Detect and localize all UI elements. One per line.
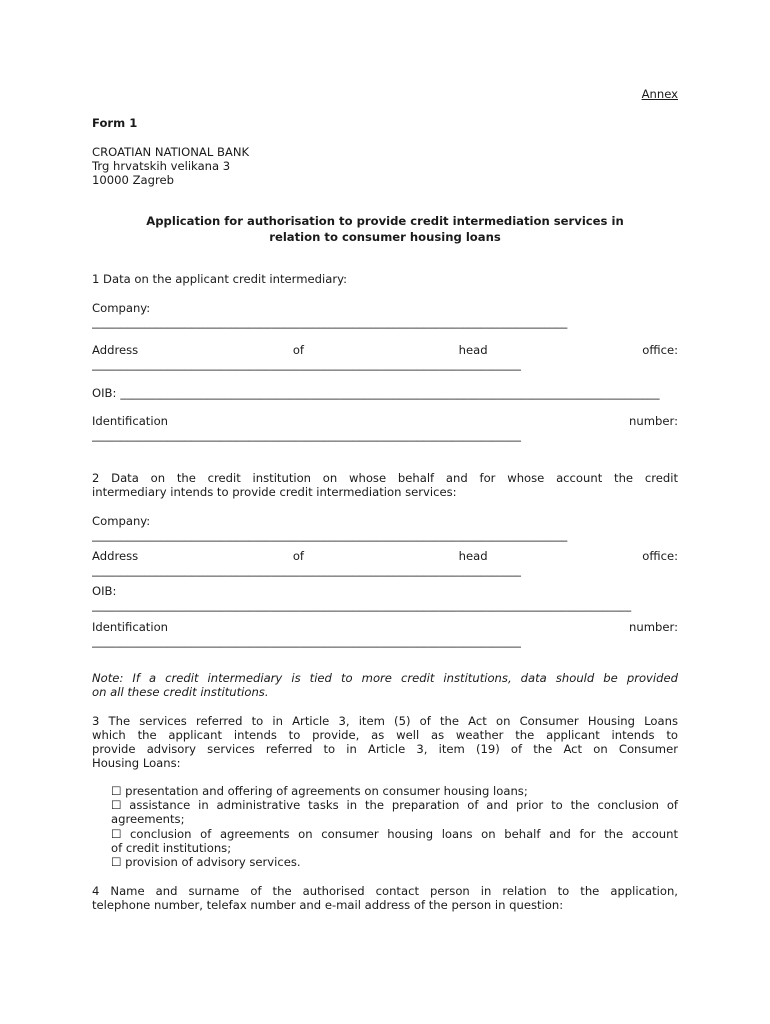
- section3-line: Housing Loans:: [92, 756, 181, 770]
- form-label: Form 1: [92, 116, 138, 130]
- identification-label-row: [92, 620, 678, 634]
- identification-field-2[interactable]: __________________________________________________________________________: [92, 634, 521, 648]
- address-word: Address: [92, 549, 139, 563]
- oib-field-2[interactable]: _____________________________________________________________________________________________: [92, 598, 632, 612]
- section3-line: 3 The services referred to in Article 3, item (5) of the Act on Consumer Housing Loans: [92, 714, 678, 728]
- address-line: CROATIAN NATIONAL BANK: [92, 145, 250, 159]
- identification-field-1[interactable]: __________________________________________________________________________: [92, 428, 521, 442]
- identification-word: Identification: [92, 414, 169, 428]
- service-option-text: ☐ presentation and offering of agreements on consumer housing loans;: [111, 784, 528, 798]
- section4-text: [92, 884, 678, 912]
- section3-text: [92, 714, 678, 770]
- company-label: Company:: [92, 514, 151, 528]
- company-label: Company:: [92, 301, 151, 315]
- service-option-text: agreements;: [111, 812, 185, 826]
- oib-label: OIB:: [92, 584, 117, 598]
- address-field-2[interactable]: __________________________________________________________________________: [92, 563, 521, 577]
- address-word: head: [458, 549, 488, 563]
- address-word: office:: [642, 343, 678, 357]
- company-field-2[interactable]: __________________________________________________________________________________: [92, 528, 568, 542]
- address-line: Trg hrvatskih velikana 3: [92, 159, 231, 173]
- section4-line: 4 Name and surname of the authorised contact person in relation to the application,: [92, 884, 678, 898]
- address-word: office:: [642, 549, 678, 563]
- section4-line: telephone number, telefax number and e-mail address of the person in question:: [92, 898, 564, 912]
- section1-heading: 1 Data on the applicant credit intermediary:: [92, 272, 348, 286]
- section2-heading: [92, 471, 678, 499]
- heading-line: intermediary intends to provide credit intermediation services:: [92, 485, 457, 499]
- identification-label-row: [92, 414, 678, 428]
- address-label-row: [92, 343, 678, 357]
- company-field-1[interactable]: __________________________________________________________________________________: [92, 315, 568, 329]
- section3-line: provide advisory services referred to in Article 3, item (19) of the Act on Consumer: [92, 742, 678, 756]
- note-line: on all these credit institutions.: [92, 685, 269, 699]
- service-option[interactable]: [111, 827, 678, 855]
- address-word: of: [292, 549, 305, 563]
- section3-line: which the applicant intends to provide, as well as weather the applicant intends to: [92, 728, 678, 742]
- identification-word: Identification: [92, 620, 169, 634]
- address-line: 10000 Zagreb: [92, 173, 174, 187]
- note-line: Note: If a credit intermediary is tied to more credit institutions, data should be provided: [92, 671, 678, 685]
- address-word: Address: [92, 343, 139, 357]
- identification-word: number:: [629, 620, 678, 634]
- title-line: relation to consumer housing loans: [269, 229, 501, 244]
- service-option[interactable]: [111, 784, 678, 798]
- service-option-text: of credit institutions;: [111, 841, 232, 855]
- service-option-text: ☐ assistance in administrative tasks in the preparation of and prior to the conclusion of: [111, 798, 678, 812]
- title-line: Application for authorisation to provide credit intermediation services in: [146, 214, 624, 228]
- identification-word: number:: [629, 414, 678, 428]
- oib-field-1[interactable]: _____________________________________________________________________________________________: [120, 386, 660, 400]
- address-field-1[interactable]: __________________________________________________________________________: [92, 357, 521, 371]
- annex-label: Annex: [641, 87, 678, 101]
- service-option[interactable]: [111, 855, 678, 869]
- service-option-text: ☐ provision of advisory services.: [111, 855, 301, 869]
- service-option[interactable]: [111, 798, 678, 826]
- address-word: of: [292, 343, 305, 357]
- note: [92, 671, 678, 699]
- document-title: [92, 214, 678, 245]
- oib-label: OIB:: [92, 386, 117, 400]
- address-label-row: [92, 549, 678, 563]
- heading-line: 2 Data on the credit institution on whose behalf and for whose account the credit: [92, 471, 678, 485]
- address-word: head: [458, 343, 488, 357]
- oib-row: [92, 386, 673, 400]
- service-option-text: ☐ conclusion of agreements on consumer housing loans on behalf and for the account: [111, 827, 678, 841]
